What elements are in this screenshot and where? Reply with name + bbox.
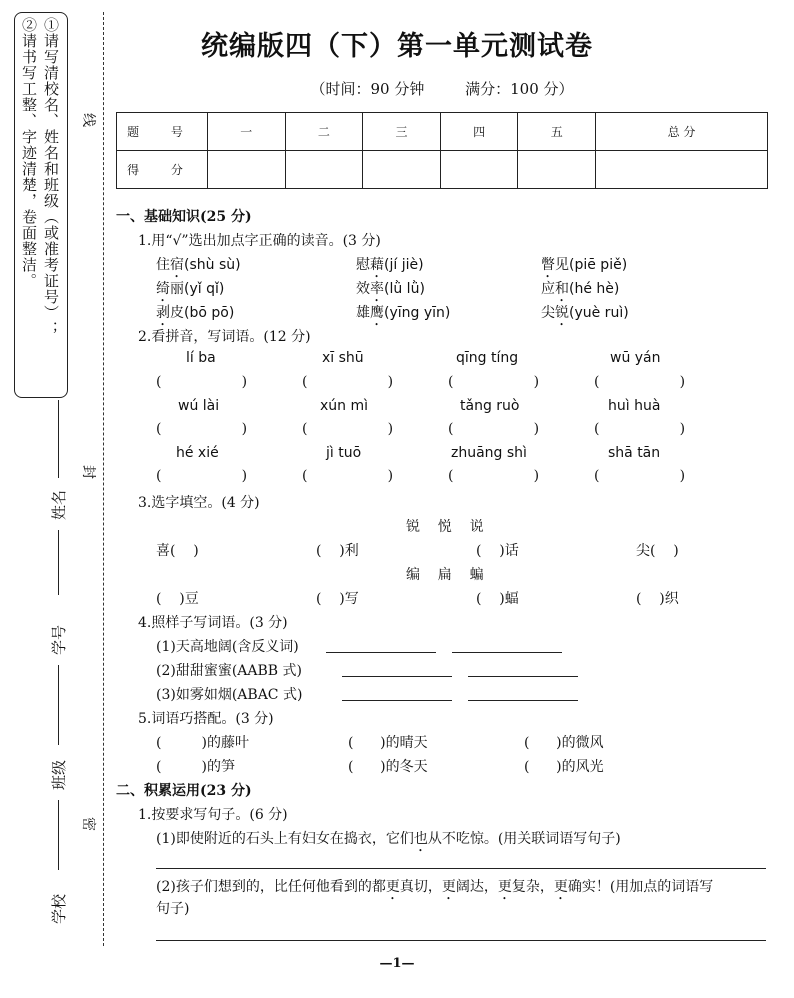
q4-item-1: (1)天高地阔(含反义词) [156,639,299,655]
section1-title: 一、基础知识(25 分) [116,209,252,225]
col-2: 二 [285,113,363,151]
q2-pinyin-8: huì huà [608,398,661,414]
q2-pinyin-11: zhuāng shì [451,445,527,461]
q5-blank-4[interactable]: ( )的笋 [156,759,235,775]
q1-item-1[interactable]: 住宿(shù sù) [156,257,241,273]
seal-char-xian: 线 [77,113,101,127]
student-no-line[interactable] [58,530,59,595]
q2-pinyin-1: lí ba [186,350,216,366]
score-cell-4[interactable] [440,151,518,189]
page-number: —1— [379,956,415,971]
name-label: 姓名 [50,489,68,520]
q1-item-2[interactable]: 慰藉(jí jiè) [356,257,424,273]
class-label: 班级 [50,759,68,790]
s2-q1-sentence-2: (2)孩子们想到的，比任何他看到的都更真切，更阔达，更复杂，更确实！(用加点的词语写 [156,879,714,895]
q3-blank-7[interactable]: ( )蝠 [476,591,519,607]
col-total: 总 分 [596,113,768,151]
q1-item-9[interactable]: 尖锐(yuè ruì) [541,305,629,321]
q2-pinyin-5: wú lài [178,398,220,414]
q2-pinyin-9: hé xié [176,445,219,461]
q4-item-3: (3)如雾如烟(ABAC 式) [156,687,303,703]
q4-answer-2b[interactable] [468,676,578,677]
q4-answer-1a[interactable] [326,652,436,653]
q2-answer-1[interactable]: ( ) [156,374,248,390]
q1-item-8[interactable]: 雄鹰(yīng yīn) [356,305,451,321]
q2-pinyin-12: shā tān [608,445,661,461]
school-line[interactable] [58,800,59,870]
q2-answer-4[interactable]: ( ) [594,374,686,390]
seal-char-mi: 密 [77,817,101,831]
q4-item-2: (2)甜甜蜜蜜(AABB 式) [156,663,303,679]
q4-answer-3a[interactable] [342,700,452,701]
q3-blank-5[interactable]: ( )豆 [156,591,199,607]
time-limit: （时间：90 分钟 [310,80,425,98]
seal-dashed-line [103,12,104,946]
q2-prompt: 2.看拼音，写词语。(12 分) [138,329,311,345]
s2-q1-prompt: 1.按要求写句子。(6 分) [138,807,288,823]
q2-pinyin-3: qīng tíng [456,350,519,366]
school-label: 学校 [50,893,68,924]
q2-answer-10[interactable]: ( ) [302,468,394,484]
q3-blank-1[interactable]: 喜( ) [156,543,199,559]
q2-answer-9[interactable]: ( ) [156,468,248,484]
q3-prompt: 3.选字填空。(4 分) [138,495,260,511]
q2-answer-12[interactable]: ( ) [594,468,686,484]
q3-char-set-1: 锐 悦 说 [406,519,484,535]
q2-answer-2[interactable]: ( ) [302,374,394,390]
q5-blank-5[interactable]: ( )的冬天 [348,759,428,775]
score-cell-5[interactable] [518,151,596,189]
q3-blank-2[interactable]: ( )利 [316,543,359,559]
q5-blank-3[interactable]: ( )的微风 [524,735,604,751]
score-table-header-row [117,113,768,151]
q1-item-6[interactable]: 应和(hé hè) [541,281,620,297]
seal-char-feng: 封 [77,465,101,479]
q2-answer-11[interactable]: ( ) [448,468,540,484]
q1-item-3[interactable]: 瞥见(piē piě) [541,257,628,273]
col-4: 四 [440,113,518,151]
q3-blank-8[interactable]: ( )织 [636,591,679,607]
q1-prompt: 1.用“√”选出加点字正确的读音。(3 分) [138,233,381,249]
q4-answer-1b[interactable] [452,652,562,653]
q2-answer-5[interactable]: ( ) [156,421,248,437]
q5-blank-2[interactable]: ( )的晴天 [348,735,428,751]
q2-answer-7[interactable]: ( ) [448,421,540,437]
q5-prompt: 5.词语巧搭配。(3 分) [138,711,274,727]
row-label-score: 得 分 [117,151,208,189]
q3-blank-6[interactable]: ( )写 [316,591,359,607]
q2-pinyin-6: xún mì [320,398,369,414]
instruction-2: ②请书写工整、字迹清楚，卷面整洁。 [20,17,38,289]
q2-pinyin-4: wū yán [610,350,661,366]
exam-meta [0,78,794,99]
q4-prompt: 4.照样子写词语。(3 分) [138,615,288,631]
q2-pinyin-2: xī shū [322,350,364,366]
name-line[interactable] [58,400,59,478]
q1-item-4[interactable]: 绮丽(yǐ qǐ) [156,281,225,297]
q3-char-set-2: 编 扁 蝙 [406,567,484,583]
score-cell-1[interactable] [208,151,286,189]
q4-answer-3b[interactable] [468,700,578,701]
exam-title: 统编版四（下）第一单元测试卷 [201,31,593,62]
score-table [116,112,768,189]
q4-answer-2a[interactable] [342,676,452,677]
col-1: 一 [208,113,286,151]
q2-answer-6[interactable]: ( ) [302,421,394,437]
q3-blank-3[interactable]: ( )话 [476,543,519,559]
s2-q1-answer-line-2[interactable] [156,940,766,941]
q1-item-7[interactable]: 剥皮(bō pō) [156,305,235,321]
section2-title: 二、积累运用(23 分) [116,783,252,799]
q2-pinyin-7: tǎng ruò [460,398,520,414]
instructions-box [14,12,68,398]
score-cell-3[interactable] [363,151,441,189]
q5-blank-1[interactable]: ( )的藤叶 [156,735,249,751]
score-cell-2[interactable] [285,151,363,189]
row-label-question-no: 题 号 [117,113,208,151]
col-3: 三 [363,113,441,151]
instruction-1: ①请写清校名、姓名和班级（或准考证号）； [42,17,60,337]
q3-blank-4[interactable]: 尖( ) [636,543,679,559]
student-no-label: 学号 [50,624,68,655]
q2-answer-8[interactable]: ( ) [594,421,686,437]
s2-q1-sentence-2-cont: 句子) [156,901,190,917]
full-score: 满分：100 分） [465,80,574,98]
score-table-score-row [117,151,768,189]
q2-pinyin-10: jì tuō [326,445,362,461]
score-cell-total[interactable] [596,151,768,189]
class-line[interactable] [58,665,59,745]
s2-q1-sentence-1: (1)即使附近的石头上有妇女在捣衣，它们也从不吃惊。(用关联词语写句子) [156,831,621,847]
q1-item-5[interactable]: 效率(lǜ lǜ) [356,281,425,297]
col-5: 五 [518,113,596,151]
s2-q1-answer-line-1[interactable] [156,868,766,869]
q2-answer-3[interactable]: ( ) [448,374,540,390]
q5-blank-6[interactable]: ( )的风光 [524,759,604,775]
